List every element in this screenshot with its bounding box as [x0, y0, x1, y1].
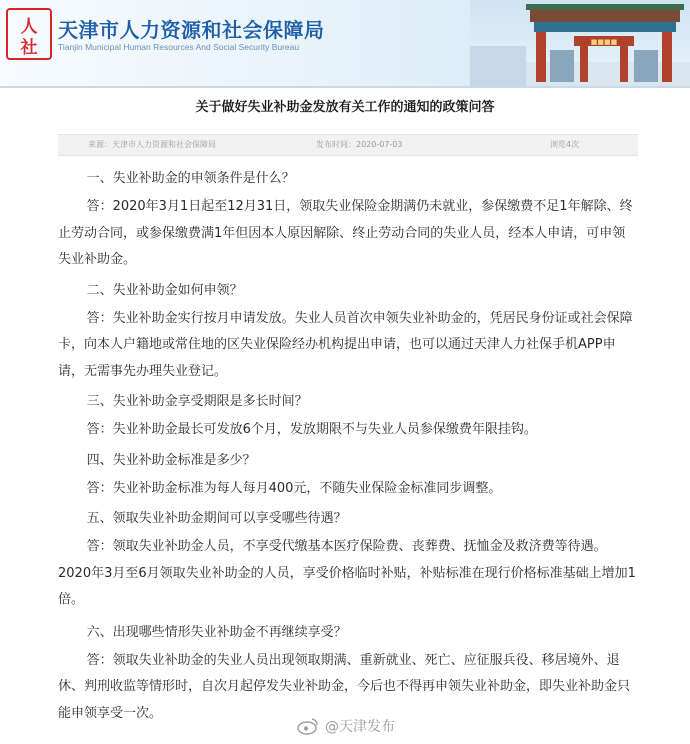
meta-source: 来源：天津市人力资源和社会保障局 — [88, 140, 216, 149]
question-1: 一、失业补助金的申领条件是什么？ — [86, 171, 295, 186]
article-meta-bar — [58, 134, 638, 156]
question-3: 三、失业补助金享受期限是多长时间？ — [86, 394, 308, 409]
site-title[interactable]: 天津市人力资源和社会保障局 — [58, 18, 325, 42]
archway-illustration-icon — [470, 0, 690, 86]
article-body — [58, 166, 638, 727]
site-subtitle: Tianjin Municipal Human Resources And Social Security Bureau — [58, 42, 300, 52]
site-header — [0, 0, 690, 86]
answer-1: 答：2020年3月1日起至12月31日，领取失业保险金期满仍未就业，参保缴费不足1年解除、终止劳动合同，或参保缴费满1年但因本人原因解除、终止劳动合同的失业人员，经本人申请，可申领失业补助金。 — [58, 199, 633, 267]
logo-icon[interactable] — [6, 8, 52, 60]
answer-2: 答：失业补助金实行按月申请发放。失业人员首次申领失业补助金的，凭居民身份证或社会保障卡，向本人户籍地或常住地的区失业保险经办机构提出申请，也可以通过天津人力社保手机APP申请，无需事先办理失业登记。 — [58, 310, 633, 379]
answer-5: 答：领取失业补助金人员，不享受代缴基本医疗保险费、丧葬费、抚恤金及救济费等待遇。2020年3月至6月领取失业补助金的人员，享受价格临时补贴，补贴标准在现行价格标准基础上增加1倍。 — [58, 539, 636, 607]
question-5: 五、领取失业补助金期间可以享受哪些待遇？ — [86, 511, 347, 526]
header-divider — [0, 86, 690, 88]
answer-4: 答：失业补助金标准为每人每月400元，不随失业保险金标准同步调整。 — [86, 480, 502, 496]
logo-text-top: 人 — [20, 17, 38, 37]
logo-text-bottom: 社 — [20, 38, 38, 58]
article-title: 关于做好失业补助金发放有关工作的通知的政策问答 — [195, 100, 495, 115]
meta-views: 浏览4次 — [550, 140, 580, 149]
watermark-text: @天津发布 — [325, 719, 395, 735]
question-6: 六、出现哪些情形失业补助金不再继续享受？ — [86, 624, 347, 640]
answer-3: 答：失业补助金最长可发放6个月，发放期限不与失业人员参保缴费年限挂钩。 — [86, 422, 537, 437]
weibo-watermark — [297, 714, 395, 738]
answer-6: 答：领取失业补助金的失业人员出现领取期满、重新就业、死亡、应征服兵役、移居境外、退休、判刑收监等情形时，自次月起停发失业补助金，今后也不得再申领失业补助金，即失业补助金只能申领享受一次。 — [58, 652, 631, 721]
meta-published: 发布时间：2020-07-03 — [316, 140, 403, 149]
svg-text:■■■■: ■■■■ — [590, 38, 618, 46]
question-4: 四、失业补助金标准是多少？ — [86, 452, 256, 468]
weibo-icon — [297, 717, 319, 735]
question-2: 二、失业补助金如何申领？ — [86, 282, 243, 298]
